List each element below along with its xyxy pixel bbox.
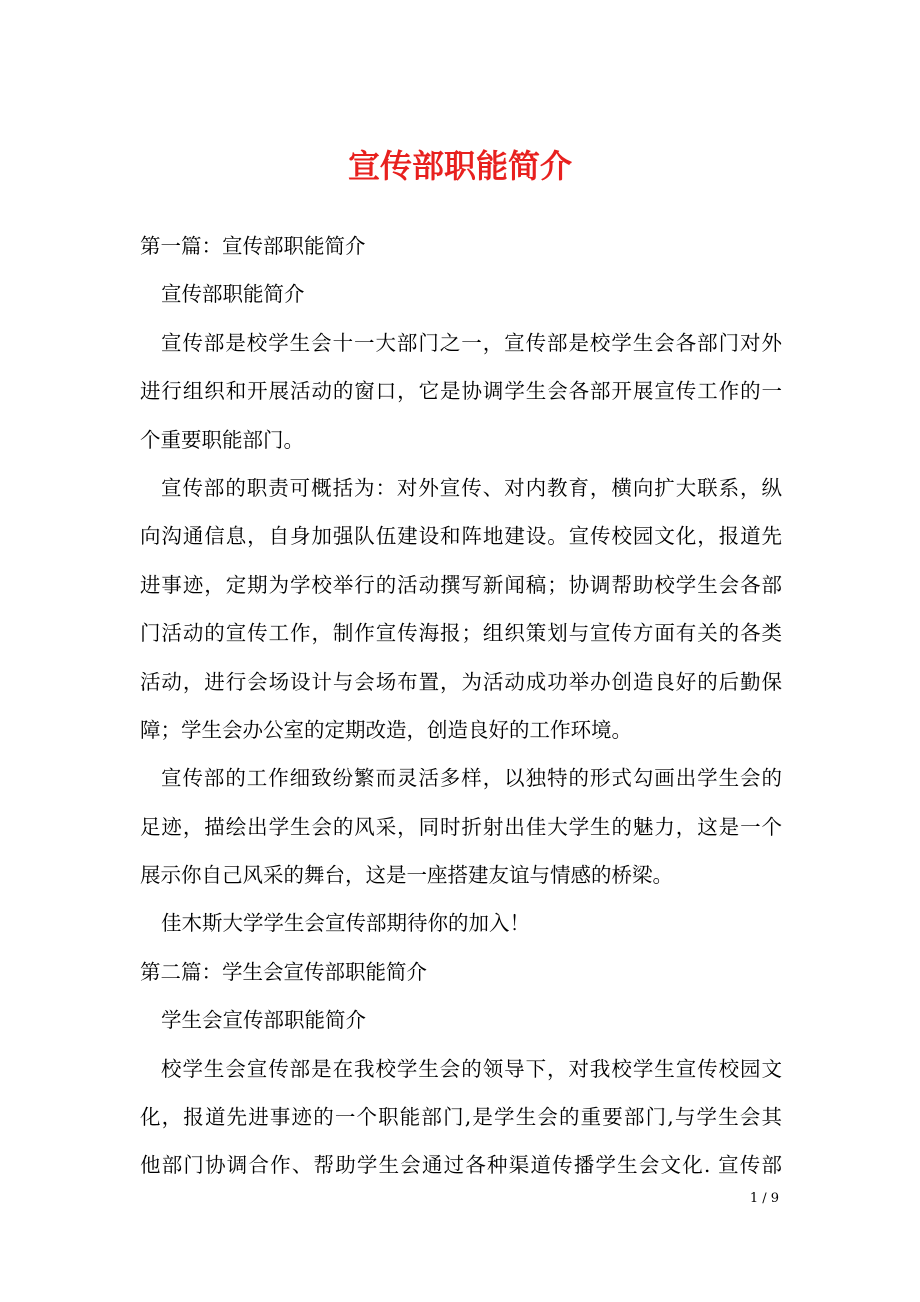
body-line: 宣传部是校学生会十一大部门之一，宣传部是校学生会各部门对外 [161,330,782,355]
body-line: 第二篇：学生会宣传部职能简介 [140,959,427,984]
body-line: 障；学生会办公室的定期改造，创造良好的工作环境。 [140,717,632,742]
body-line: 活动，进行会场设计与会场布置，为活动成功举办创造良好的后勤保 [140,669,782,694]
body-line: 宣传部的职责可概括为：对外宣传、对内教育，横向扩大联系，纵 [161,475,782,500]
body-line: 足迹，描绘出学生会的风采，同时折射出佳大学生的魅力，这是一个 [140,814,782,839]
body-line: 化，报道先进事迹的一个职能部门,是学生会的重要部门,与学生会其 [140,1105,782,1130]
body-line: 门活动的宣传工作，制作宣传海报；组织策划与宣传方面有关的各类 [140,621,782,646]
body-line: 向沟通信息，自身加强队伍建设和阵地建设。宣传校园文化，报道先 [140,524,782,549]
body-line: 校学生会宣传部是在我校学生会的领导下，对我校学生宣传校园文 [161,1056,782,1081]
body-line: 进事迹，定期为学校举行的活动撰写新闻稿；协调帮助校学生会各部 [140,572,782,597]
body-line: 展示你自己风采的舞台，这是一座搭建友谊与情感的桥梁。 [140,863,673,888]
document-body [140,222,782,1190]
page-number: 1 / 9 [749,1191,779,1206]
document-title: 宣传部职能简介 [347,147,572,185]
body-line: 学生会宣传部职能简介 [161,1008,366,1033]
body-line: 第一篇：宣传部职能简介 [140,234,366,258]
body-line: 宣传部职能简介 [161,282,305,307]
body-line: 宣传部的工作细致纷繁而灵活多样，以独特的形式勾画出学生会的 [161,766,782,791]
body-line: 个重要职能部门。 [140,427,304,452]
body-line: 他部门协调合作、帮助学生会通过各种渠道传播学生会文化. 宣传部 [140,1153,782,1178]
body-line: 佳木斯大学学生会宣传部期待你的加入！ [161,911,530,936]
body-line: 进行组织和开展活动的窗口，它是协调学生会各部开展宣传工作的一 [140,379,782,404]
